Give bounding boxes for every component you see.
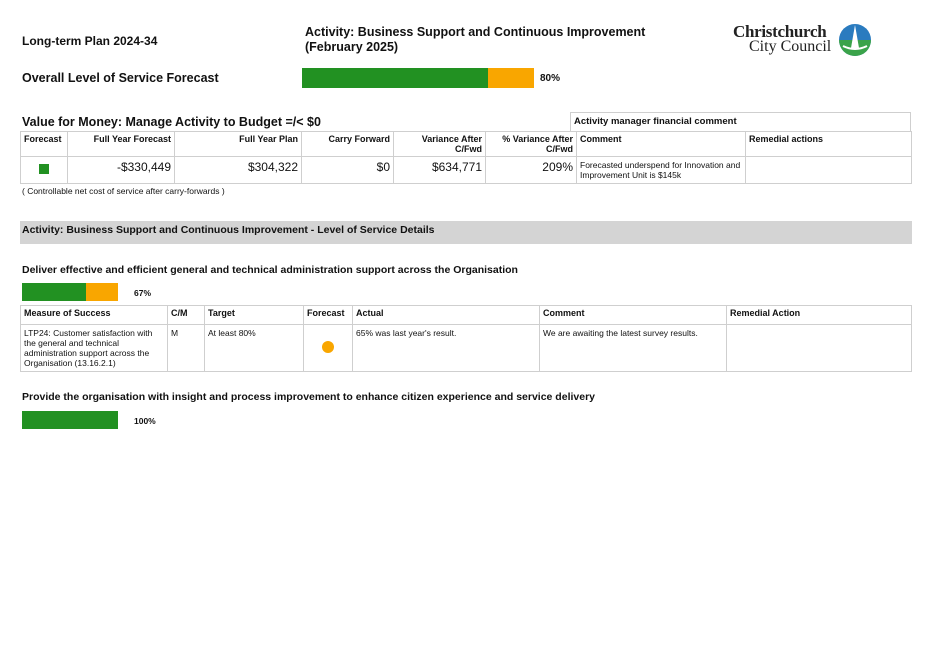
los2-title: Provide the organisation with insight and process improvement to enhance citizen experience and service delivery: [22, 391, 596, 403]
value-for-money-title: Value for Money: Manage Activity to Budget =/< $0: [22, 115, 321, 129]
actual-cell: 65% was last year's result.: [353, 325, 540, 372]
overall-progress-orange: [488, 68, 534, 88]
col-pct-variance: % Variance After C/Fwd: [486, 132, 577, 157]
col-actual: Actual: [353, 306, 540, 325]
financial-footnote: ( Controllable net cost of service after carry-forwards ): [22, 186, 225, 196]
carry-forward-value: $0: [302, 157, 394, 184]
comment-cell: We are awaiting the latest survey results.: [540, 325, 727, 372]
overall-progress-bar: [302, 68, 534, 88]
plan-title: Long-term Plan 2024-34: [22, 34, 158, 48]
los1-header-row: [21, 306, 912, 325]
los1-progress-orange: [86, 283, 118, 301]
activity-title: [305, 25, 645, 55]
col-remedial: Remedial actions: [746, 132, 912, 157]
los1-percent: 67%: [134, 288, 152, 298]
forecast-green-square-icon: [39, 164, 49, 174]
los1-table: [20, 305, 912, 372]
los1-progress-bar: [22, 283, 118, 301]
los2-progress-bar: [22, 411, 118, 429]
logo-line2: City Council: [749, 38, 832, 55]
col-measure: Measure of Success: [21, 306, 168, 325]
forecast-status-cell: [21, 157, 68, 184]
financial-comment: Forecasted underspend for Innovation and Improvement Unit is $145k: [577, 157, 746, 184]
forecast-orange-dot-icon: [322, 341, 334, 353]
col-los-comment: Comment: [540, 306, 727, 325]
financial-table: [20, 131, 912, 184]
col-forecast: Forecast: [21, 132, 68, 157]
col-variance: Variance After C/Fwd: [394, 132, 486, 157]
cathedral-emblem-icon: [837, 22, 873, 58]
col-los-forecast: Forecast: [304, 306, 353, 325]
full-year-forecast-value: -$330,449: [68, 157, 175, 184]
remedial-action-cell: [727, 325, 912, 372]
logo-line1: Christchurch: [733, 22, 827, 41]
variance-value: $634,771: [394, 157, 486, 184]
col-carry-forward: Carry Forward: [302, 132, 394, 157]
col-full-year-plan: Full Year Plan: [175, 132, 302, 157]
los2-percent: 100%: [134, 416, 156, 426]
manager-comment-title: Activity manager financial comment: [570, 112, 911, 131]
full-year-plan-value: $304,322: [175, 157, 302, 184]
council-logo: [733, 22, 873, 58]
financial-row: [21, 157, 912, 184]
overall-progress-green: [302, 68, 488, 88]
col-full-year-forecast: Full Year Forecast: [68, 132, 175, 157]
col-target: Target: [205, 306, 304, 325]
financial-remedial: [746, 157, 912, 184]
measure-cell: LTP24: Customer satisfaction with the general and technical administration support across the Organisation (13.16.2.1): [21, 325, 168, 372]
overall-label: Overall Level of Service Forecast: [22, 71, 219, 85]
forecast-cell: [304, 325, 353, 372]
los1-progress-green: [22, 283, 86, 301]
col-cm: C/M: [168, 306, 205, 325]
activity-title-line1: Activity: Business Support and Continuous Improvement: [305, 25, 646, 39]
pct-variance-value: 209%: [486, 157, 577, 184]
los1-title: Deliver effective and efficient general and technical administration support across the Organisation: [22, 264, 518, 276]
financial-header-row: [21, 132, 912, 157]
target-cell: At least 80%: [205, 325, 304, 372]
col-comment: Comment: [577, 132, 746, 157]
col-remedial-action: Remedial Action: [727, 306, 912, 325]
overall-percent: 80%: [540, 73, 561, 84]
cm-cell: M: [168, 325, 205, 372]
table-row: [21, 325, 912, 372]
los2-progress-green: [22, 411, 118, 429]
activity-title-line2: (February 2025): [305, 40, 399, 54]
section-banner: Activity: Business Support and Continuous Improvement - Level of Service Details: [20, 221, 912, 244]
